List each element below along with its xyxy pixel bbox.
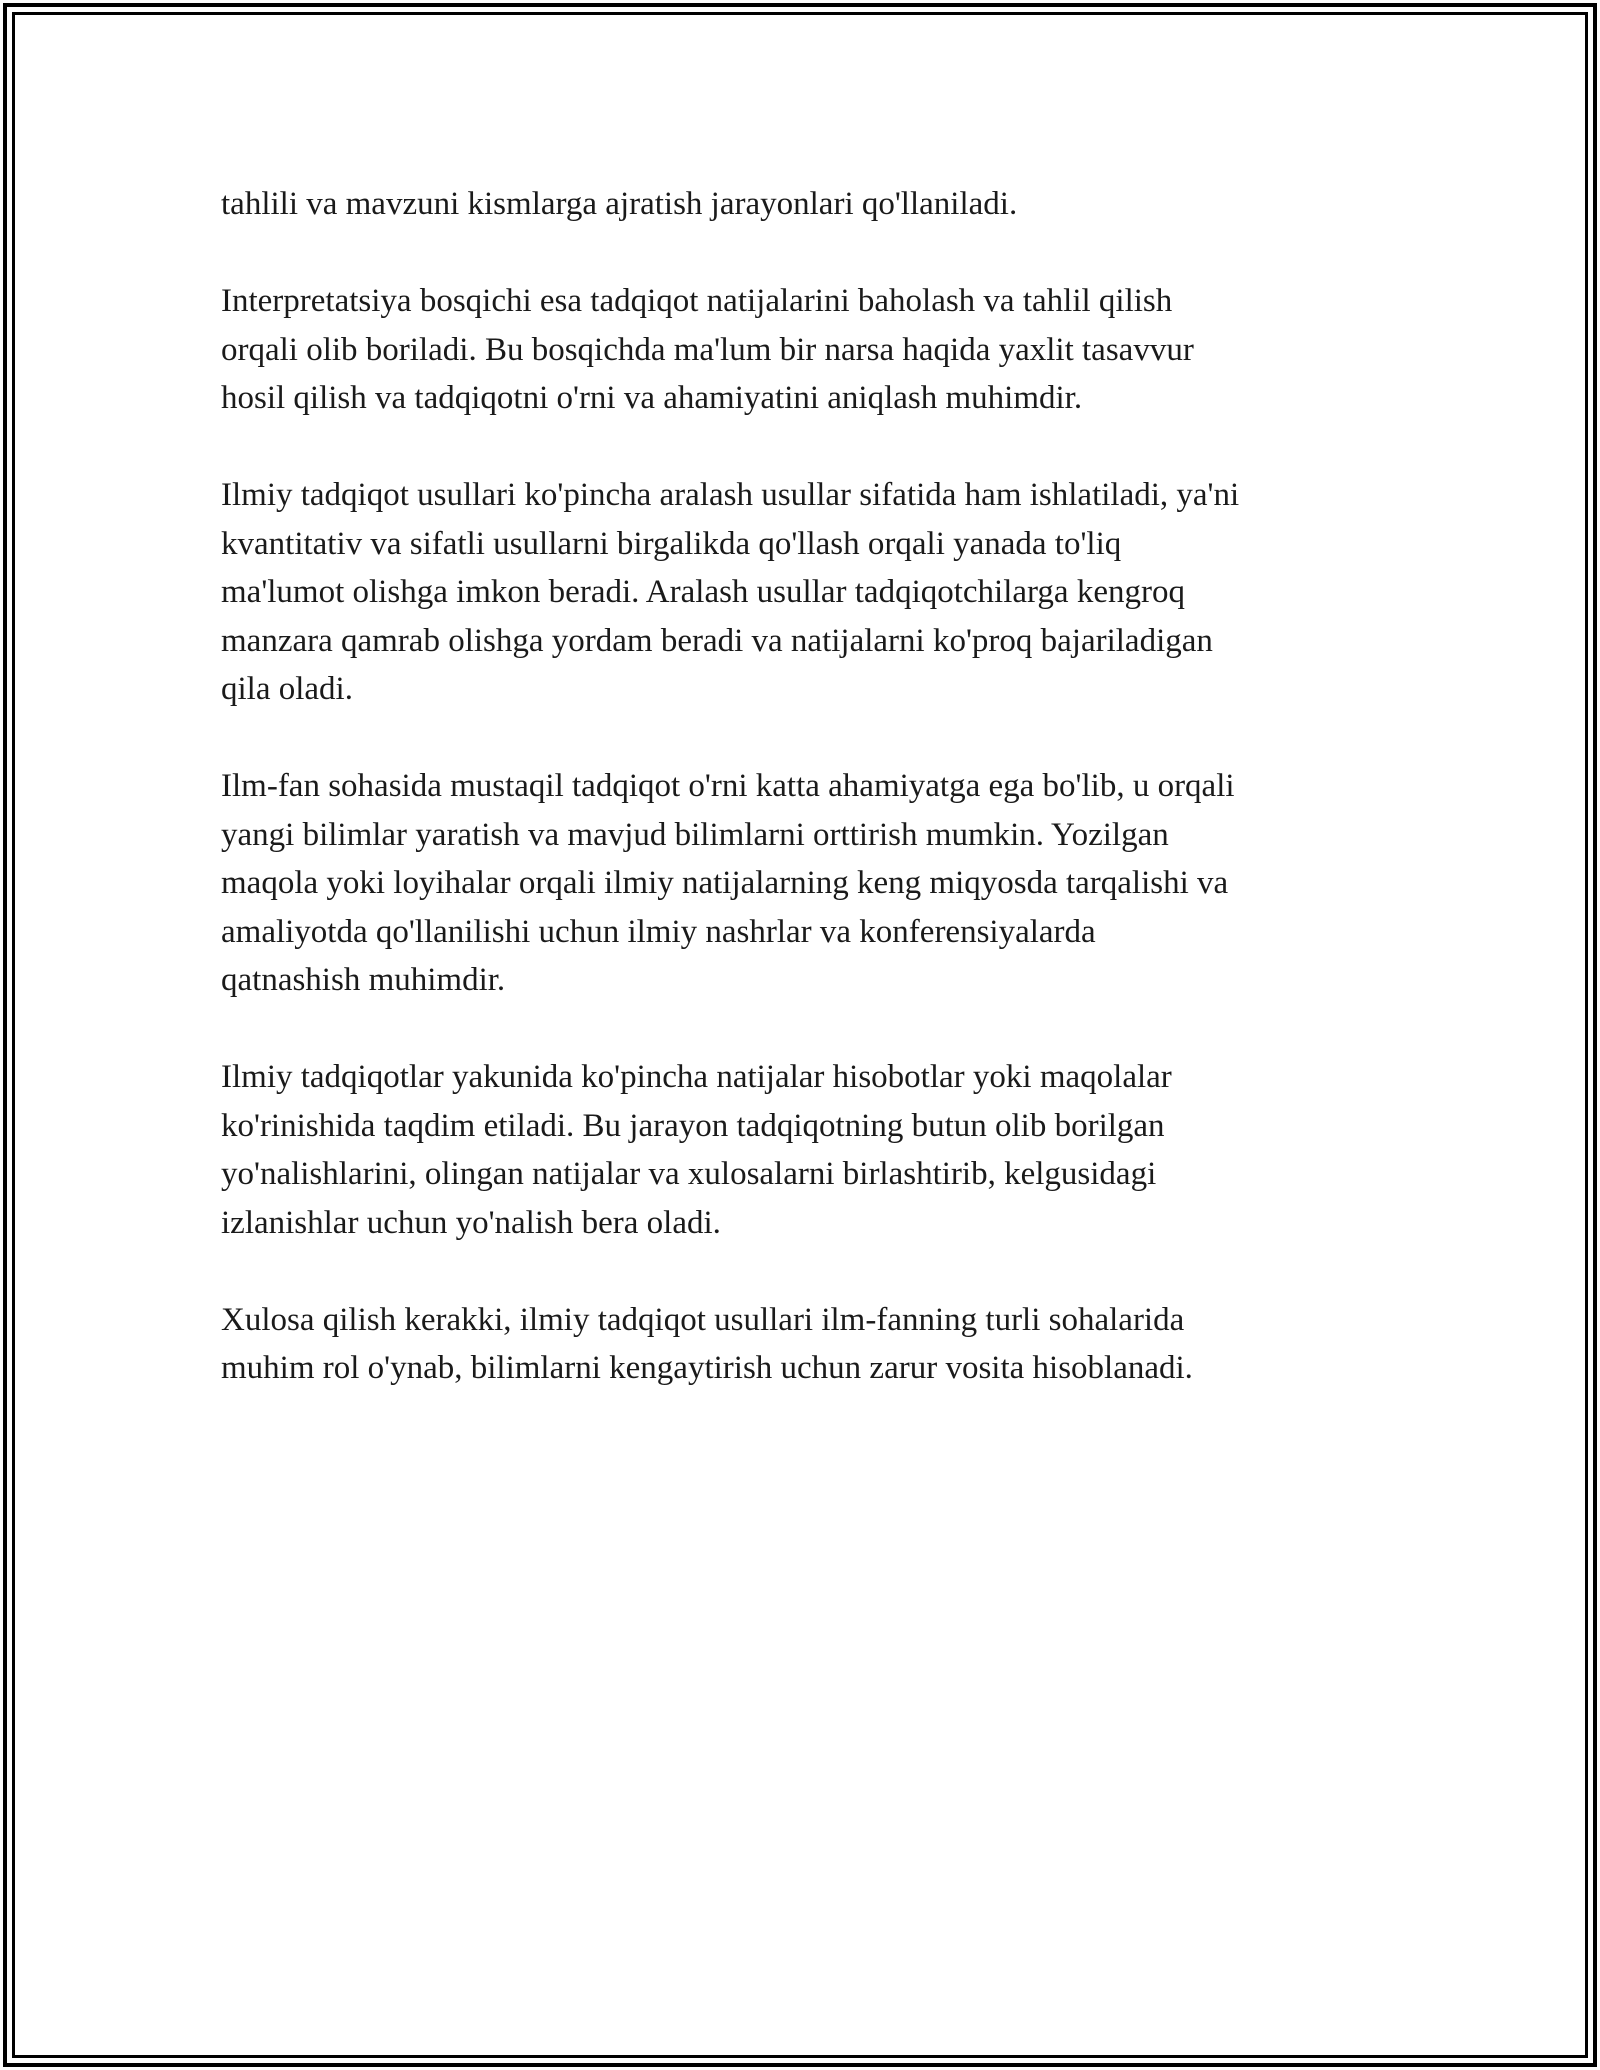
text-line: ma'lumot olishga imkon beradi. Aralash usullar tadqiqotchilarga kengroq	[221, 574, 1185, 610]
paragraph	[221, 277, 1381, 423]
document-body	[221, 180, 1381, 1441]
paragraph	[221, 471, 1381, 714]
text-line: maqola yoki loyihalar orqali ilmiy natijalarning keng miqyosda tarqalishi va	[221, 865, 1229, 901]
paragraph	[221, 762, 1381, 1005]
text-line: Interpretatsiya bosqichi esa tadqiqot natijalarini baholash va tahlil qilish	[221, 283, 1173, 319]
text-line: yangi bilimlar yaratish va mavjud bilimlarni orttirish mumkin. Yozilgan	[221, 816, 1169, 853]
text-line: izlanishlar uchun yo'nalish bera oladi.	[221, 1204, 721, 1241]
text-line: Ilmiy tadqiqot usullari ko'pincha aralash usullar sifatida ham ishlatiladi, ya'ni	[221, 477, 1240, 513]
text-line: Ilm-fan sohasida mustaqil tadqiqot o'rni katta ahamiyatga ega bo'lib, u orqali	[221, 768, 1235, 804]
text-line: orqali olib boriladi. Bu bosqichda ma'lum bir narsa haqida yaxlit tasavvur	[221, 331, 1194, 368]
paragraph	[221, 1053, 1381, 1247]
text-line: tahlili va mavzuni kismlarga ajratish jarayonlari qo'llaniladi.	[221, 186, 1018, 222]
text-line: kvantitativ va sifatli usullarni birgalikda qo'llash orqali yanada to'liq	[221, 525, 1122, 562]
text-line: hosil qilish va tadqiqotni o'rni va ahamiyatini aniqlash muhimdir.	[221, 380, 1083, 416]
text-line: Ilmiy tadqiqotlar yakunida ko'pincha natijalar hisobotlar yoki maqolalar	[221, 1059, 1172, 1095]
text-line: qatnashish muhimdir.	[221, 962, 506, 998]
text-line: muhim rol o'ynab, bilimlarni kengaytirish uchun zarur vosita hisoblanadi.	[221, 1350, 1193, 1386]
text-line: amaliyotda qo'llanilishi uchun ilmiy nashrlar va konferensiyalarda	[221, 913, 1096, 950]
text-line: Xulosa qilish kerakki, ilmiy tadqiqot usullari ilm-fanning turli sohalarida	[221, 1301, 1185, 1338]
text-line: yo'nalishlarini, olingan natijalar va xulosalarni birlashtirib, kelgusidagi	[221, 1156, 1157, 1192]
paragraph	[221, 1296, 1381, 1393]
text-line: ko'rinishida taqdim etiladi. Bu jarayon tadqiqotning butun olib borilgan	[221, 1107, 1165, 1144]
text-line: manzara qamrab olishga yordam beradi va natijalarni ko'proq bajariladigan	[221, 622, 1213, 659]
text-line: qila oladi.	[221, 671, 353, 707]
paragraph	[221, 180, 1381, 229]
